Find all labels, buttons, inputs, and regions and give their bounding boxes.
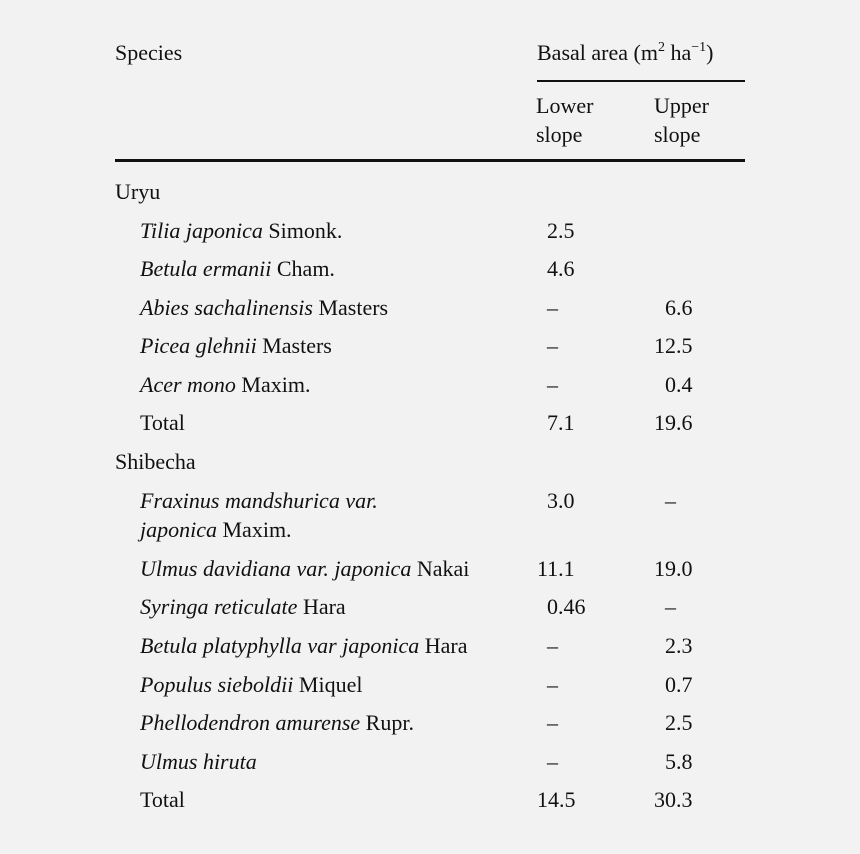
upper-value: 6.6 [665,295,693,320]
species-name: Betula platyphylla var japonica Hara [140,633,468,658]
total-upper: 19.6 [654,410,693,435]
lower-value: 2.5 [547,218,575,243]
species-name: Fraxinus mandshurica var. [140,488,378,513]
lower-value: 4.6 [547,256,575,281]
species-name: Abies sachalinensis Masters [140,295,389,320]
header-species: Species [115,40,183,65]
header-lower-line1: Lower [536,93,594,118]
upper-value: 12.5 [654,333,693,358]
species-name: Acer mono Maxim. [140,372,311,397]
group-title: Shibecha [115,449,196,474]
species-name-continued: japonica Maxim. [140,517,292,542]
header-basal-area: Basal area ($m^2$ $ha^{-1}$) [537,40,714,65]
lower-value: – [547,333,558,358]
species-name: Populus sieboldii Miquel [140,672,363,697]
header-lower-line2: slope [536,122,583,147]
species-name: Ulmus hiruta [140,749,257,774]
group-title: Uryu [115,179,161,204]
lower-value: 11.1 [537,556,575,581]
lower-value: – [547,372,558,397]
upper-value: 2.3 [665,633,693,658]
upper-value: – [665,488,676,513]
species-name: Tilia japonica Simonk. [140,218,343,243]
header-subrule [537,80,745,82]
species-name: Betula ermanii Cham. [140,256,335,281]
lower-value: – [547,672,558,697]
upper-value: 2.5 [665,710,693,735]
lower-value: – [547,295,558,320]
lower-value: – [547,749,558,774]
total-upper: 30.3 [654,787,693,812]
upper-value: – [665,594,676,619]
lower-value: – [547,710,558,735]
upper-value: 0.4 [665,372,693,397]
upper-value: 0.7 [665,672,693,697]
header-upper-line2: slope [654,122,701,147]
species-name: Phellodendron amurense Rupr. [140,710,414,735]
lower-value: – [547,633,558,658]
lower-value: 0.46 [547,594,586,619]
lower-value: 3.0 [547,488,575,513]
header-upper-line1: Upper [654,93,709,118]
upper-value: 5.8 [665,749,693,774]
total-label: Total [140,787,185,812]
header-rule [115,159,745,162]
species-name: Picea glehnii Masters [140,333,332,358]
upper-value: 19.0 [654,556,693,581]
species-name: Syringa reticulate Hara [140,594,346,619]
total-label: Total [140,410,185,435]
total-lower: 7.1 [547,410,575,435]
species-name: Ulmus davidiana var. japonica Nakai [140,556,470,581]
total-lower: 14.5 [537,787,576,812]
